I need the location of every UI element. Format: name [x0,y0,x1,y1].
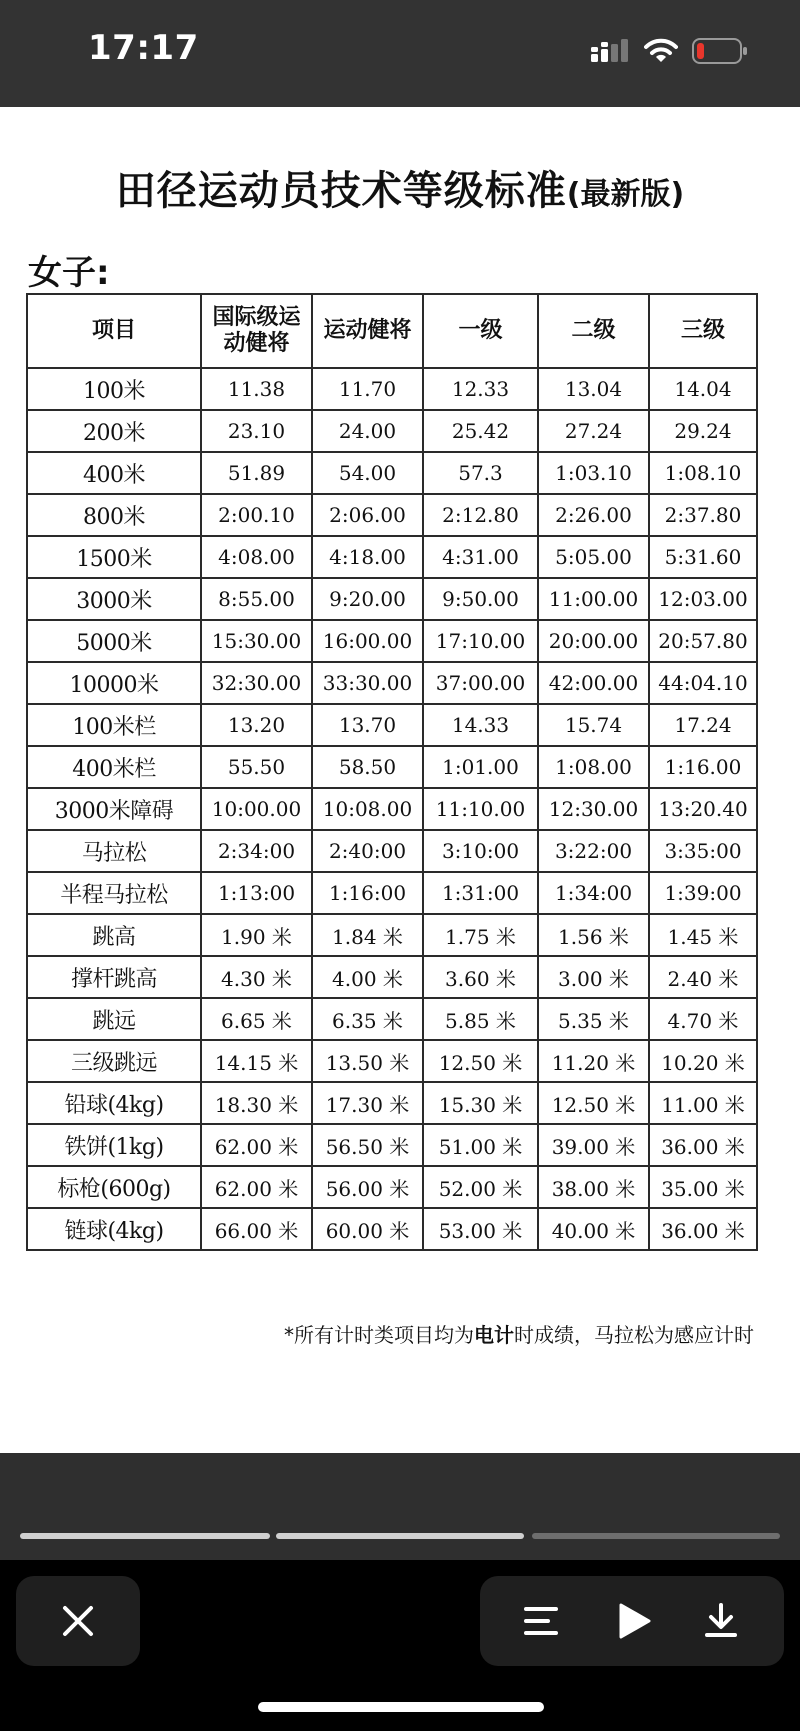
event-cell: 铁饼(1kg) [27,1124,201,1166]
event-cell: 标枪(600g) [27,1166,201,1208]
list-icon[interactable] [524,1606,558,1636]
table-row [27,1208,757,1250]
standard-cell: 56.50 米 [312,1124,423,1166]
standard-cell: 2:00.10 [201,494,312,536]
standard-cell: 62.00 米 [201,1124,312,1166]
standard-cell: 17.24 [649,704,757,746]
standard-cell: 25.42 [423,410,538,452]
standard-cell: 3.60 米 [423,956,538,998]
page-progress-segment[interactable] [532,1533,780,1539]
event-cell: 100米栏 [27,704,201,746]
standard-cell: 14.15 米 [201,1040,312,1082]
standard-cell: 2:34:00 [201,830,312,872]
play-icon[interactable] [618,1603,652,1639]
event-cell: 3000米 [27,578,201,620]
table-row [27,1166,757,1208]
standard-cell: 35.00 米 [649,1166,757,1208]
standard-cell: 23.10 [201,410,312,452]
table-row [27,998,757,1040]
column-header: 一级 [423,294,538,368]
home-indicator[interactable] [258,1702,544,1712]
standard-cell: 10.20 米 [649,1040,757,1082]
event-cell: 100米 [27,368,201,410]
close-button[interactable] [16,1576,140,1666]
event-cell: 10000米 [27,662,201,704]
standard-cell: 12.33 [423,368,538,410]
table-row [27,620,757,662]
standard-cell: 13.04 [538,368,649,410]
status-bar [0,0,800,107]
standard-cell: 3:10:00 [423,830,538,872]
table-row [27,914,757,956]
event-cell: 撑杆跳高 [27,956,201,998]
document-title-suffix: (最新版) [566,177,685,212]
event-cell: 3000米障碍 [27,788,201,830]
standard-cell: 10:08.00 [312,788,423,830]
standard-cell: 6.35 米 [312,998,423,1040]
standard-cell: 32:30.00 [201,662,312,704]
standard-cell: 66.00 米 [201,1208,312,1250]
standard-cell: 1:13:00 [201,872,312,914]
standard-cell: 2:06.00 [312,494,423,536]
standard-cell: 54.00 [312,452,423,494]
standard-cell: 57.3 [423,452,538,494]
standard-cell: 9:50.00 [423,578,538,620]
table-row [27,1124,757,1166]
document-page[interactable] [0,107,800,1453]
standard-cell: 11.38 [201,368,312,410]
table-row [27,410,757,452]
standard-cell: 20:00.00 [538,620,649,662]
table-row [27,956,757,998]
standards-table [26,293,758,1251]
standard-cell: 33:30.00 [312,662,423,704]
event-cell: 5000米 [27,620,201,662]
standard-cell: 2:26.00 [538,494,649,536]
page-progress-segment[interactable] [20,1533,270,1539]
column-header: 三级 [649,294,757,368]
standard-cell: 5:31.60 [649,536,757,578]
event-cell: 跳远 [27,998,201,1040]
standard-cell: 55.50 [201,746,312,788]
page-progress-segment[interactable] [276,1533,524,1539]
table-row [27,452,757,494]
standard-cell: 1:01.00 [423,746,538,788]
media-controls [480,1576,784,1666]
standard-cell: 1:03.10 [538,452,649,494]
close-icon [62,1605,94,1637]
standard-cell: 4:18.00 [312,536,423,578]
standard-cell: 1.75 米 [423,914,538,956]
standard-cell: 51.89 [201,452,312,494]
standard-cell: 60.00 米 [312,1208,423,1250]
event-cell: 400米 [27,452,201,494]
column-header: 项目 [27,294,201,368]
standard-cell: 14.04 [649,368,757,410]
status-icons [590,36,748,66]
standard-cell: 13.70 [312,704,423,746]
event-cell: 400米栏 [27,746,201,788]
event-cell: 半程马拉松 [27,872,201,914]
standard-cell: 2:12.80 [423,494,538,536]
table-row [27,1040,757,1082]
standard-cell: 18.30 米 [201,1082,312,1124]
standard-cell: 15.74 [538,704,649,746]
standard-cell: 51.00 米 [423,1124,538,1166]
table-row [27,746,757,788]
table-row [27,1082,757,1124]
standard-cell: 15:30.00 [201,620,312,662]
standard-cell: 12.50 米 [423,1040,538,1082]
status-time: 17:17 [88,28,199,68]
standard-cell: 2:40:00 [312,830,423,872]
standard-cell: 1.45 米 [649,914,757,956]
standard-cell: 1.84 米 [312,914,423,956]
footnote-prefix: *所有计时类项目均为 [284,1323,474,1347]
standard-cell: 12:03.00 [649,578,757,620]
standard-cell: 52.00 米 [423,1166,538,1208]
column-header: 二级 [538,294,649,368]
standard-cell: 11:00.00 [538,578,649,620]
column-header: 国际级运动健将 [201,294,312,368]
download-icon[interactable] [704,1602,738,1638]
standard-cell: 12:30.00 [538,788,649,830]
standard-cell: 12.50 米 [538,1082,649,1124]
standard-cell: 11.70 [312,368,423,410]
event-cell: 链球(4kg) [27,1208,201,1250]
standard-cell: 1:16:00 [312,872,423,914]
standard-cell: 6.65 米 [201,998,312,1040]
event-cell: 800米 [27,494,201,536]
standard-cell: 20:57.80 [649,620,757,662]
standard-cell: 11:10.00 [423,788,538,830]
standard-cell: 4.30 米 [201,956,312,998]
event-cell: 马拉松 [27,830,201,872]
standard-cell: 56.00 米 [312,1166,423,1208]
standard-cell: 17:10.00 [423,620,538,662]
cellular-signal-icon [590,39,630,63]
table-row [27,536,757,578]
standard-cell: 1:39:00 [649,872,757,914]
standard-cell: 17.30 米 [312,1082,423,1124]
standard-cell: 14.33 [423,704,538,746]
table-row [27,788,757,830]
standard-cell: 2:37.80 [649,494,757,536]
standard-cell: 1.56 米 [538,914,649,956]
table-row [27,494,757,536]
standard-cell: 36.00 米 [649,1208,757,1250]
standard-cell: 11.00 米 [649,1082,757,1124]
standard-cell: 3:22:00 [538,830,649,872]
standard-cell: 5:05.00 [538,536,649,578]
standard-cell: 44:04.10 [649,662,757,704]
standard-cell: 27.24 [538,410,649,452]
standard-cell: 8:55.00 [201,578,312,620]
standard-cell: 15.30 米 [423,1082,538,1124]
standard-cell: 13.20 [201,704,312,746]
table-row [27,830,757,872]
event-cell: 三级跳远 [27,1040,201,1082]
section-label-women: 女子: [28,253,110,293]
standard-cell: 4.00 米 [312,956,423,998]
standard-cell: 1:16.00 [649,746,757,788]
standard-cell: 1:08.10 [649,452,757,494]
standard-cell: 40.00 米 [538,1208,649,1250]
footnote-bold: 电计 [474,1323,514,1347]
table-row [27,578,757,620]
table-row [27,662,757,704]
standard-cell: 11.20 米 [538,1040,649,1082]
standard-cell: 13:20.40 [649,788,757,830]
table-header-row [27,294,757,368]
standard-cell: 62.00 米 [201,1166,312,1208]
standard-cell: 4:31.00 [423,536,538,578]
battery-icon [692,38,748,64]
standard-cell: 1.90 米 [201,914,312,956]
standard-cell: 53.00 米 [423,1208,538,1250]
standard-cell: 16:00.00 [312,620,423,662]
footnote [284,1319,754,1348]
standard-cell: 29.24 [649,410,757,452]
table-row [27,368,757,410]
standard-cell: 5.85 米 [423,998,538,1040]
table-body [27,368,757,1250]
standard-cell: 24.00 [312,410,423,452]
standard-cell: 5.35 米 [538,998,649,1040]
event-cell: 铅球(4kg) [27,1082,201,1124]
wifi-icon [644,38,678,64]
standard-cell: 39.00 米 [538,1124,649,1166]
standard-cell: 4:08.00 [201,536,312,578]
standard-cell: 4.70 米 [649,998,757,1040]
standard-cell: 9:20.00 [312,578,423,620]
standard-cell: 1:34:00 [538,872,649,914]
standard-cell: 1:08.00 [538,746,649,788]
standard-cell: 42:00.00 [538,662,649,704]
standard-cell: 36.00 米 [649,1124,757,1166]
document-title [0,159,800,216]
standard-cell: 38.00 米 [538,1166,649,1208]
standard-cell: 37:00.00 [423,662,538,704]
column-header: 运动健将 [312,294,423,368]
event-cell: 1500米 [27,536,201,578]
standard-cell: 10:00.00 [201,788,312,830]
standard-cell: 1:31:00 [423,872,538,914]
table-row [27,872,757,914]
standard-cell: 2.40 米 [649,956,757,998]
standard-cell: 3.00 米 [538,956,649,998]
event-cell: 200米 [27,410,201,452]
standard-cell: 58.50 [312,746,423,788]
event-cell: 跳高 [27,914,201,956]
table-row [27,704,757,746]
standard-cell: 13.50 米 [312,1040,423,1082]
document-title-main: 田径运动员技术等级标准 [115,168,567,214]
footnote-suffix: 时成绩，马拉松为感应计时 [514,1323,754,1347]
standard-cell: 3:35:00 [649,830,757,872]
